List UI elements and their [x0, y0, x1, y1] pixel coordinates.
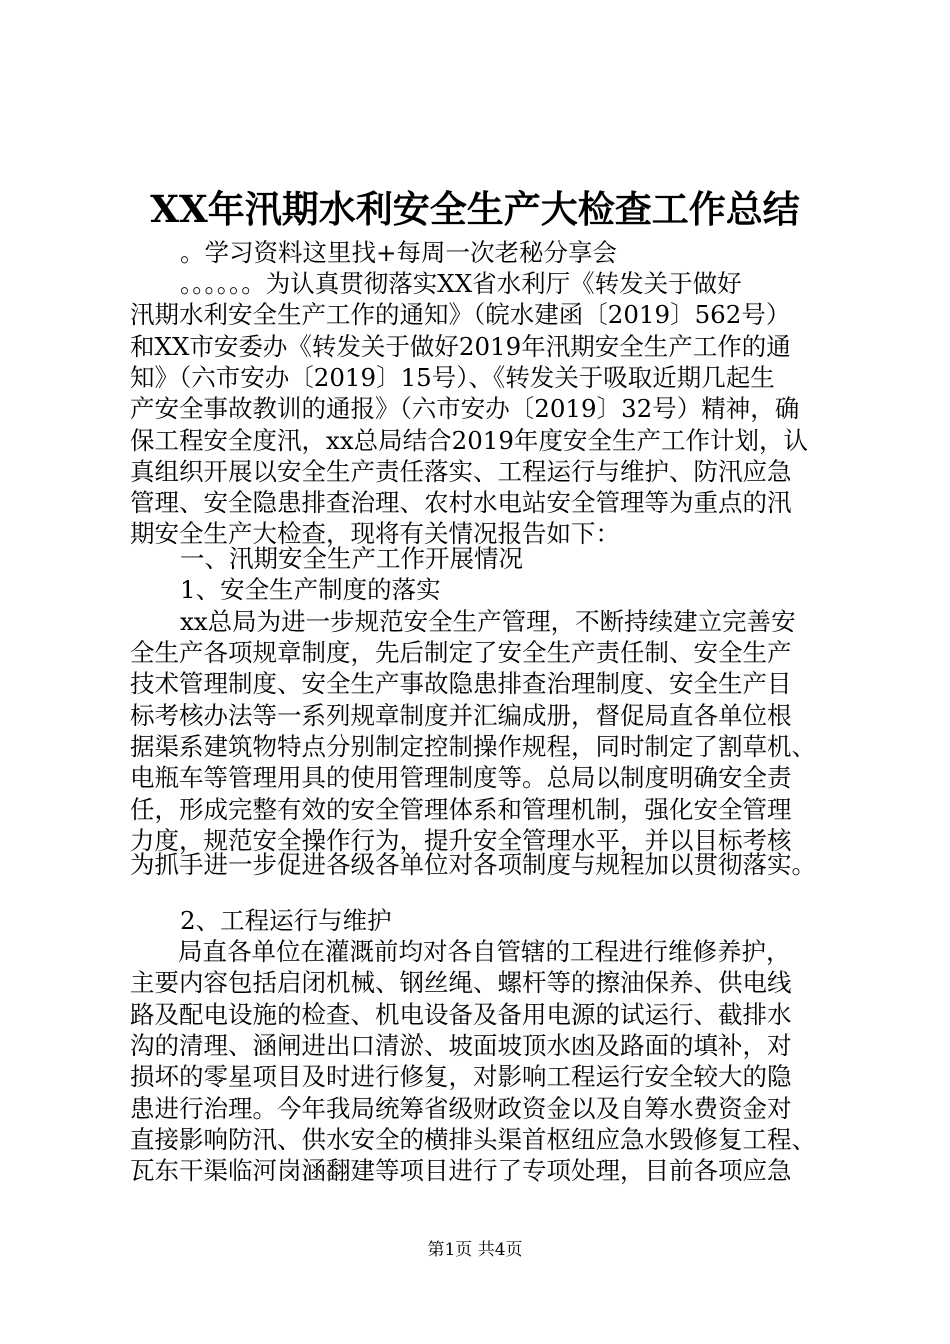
text-line: 损坏的零星项目及时进行修复，对影响工程运行安全较大的隐 [130, 1062, 792, 1091]
document-title: XX年汛期水利安全生产大检查工作总结 [150, 187, 800, 231]
text-line: 汛期水利安全生产工作的通知》（皖水建函〔2019〕562号） [130, 300, 791, 329]
text-line: 患进行治理。今年我局统筹省级财政资金以及自筹水费资金对 [130, 1094, 792, 1123]
text-line: 瓦东干渠临河岗涵翻建等项目进行了专项处理，目前各项应急 [130, 1156, 792, 1185]
text-line: 据渠系建筑物特点分别制定控制操作规程，同时制定了割草机、 [130, 732, 816, 761]
text-line: 。。。。。。为认真贯彻落实XX省水利厅《转发关于做好 [180, 269, 742, 298]
subsection-heading: 1、安全生产制度的落实 [180, 575, 441, 604]
text-line: 为抓手进一步促进各级各单位对各项制度与规程加以贯彻落实。 [130, 850, 816, 879]
text-line: 任，形成完整有效的安全管理体系和管理机制，强化安全管理 [130, 795, 792, 824]
text-line: 产安全事故教训的通报》（六市安办〔2019〕32号）精神，确 [130, 394, 800, 423]
subsection-heading: 2、工程运行与维护 [180, 906, 392, 935]
text-line: 知》（六市安办〔2019〕15号）、《转发关于吸取近期几起生 [130, 363, 775, 392]
text-line: 技术管理制度、安全生产事故隐患排查治理制度、安全生产目 [130, 669, 792, 698]
text-line: 保工程安全度汛，xx总局结合2019年度安全生产工作计划，认 [130, 426, 808, 455]
text-line: 真组织开展以安全生产责任落实、工程运行与维护、防汛应急 [130, 457, 792, 486]
section-heading: 一、汛期安全生产工作开展情况 [180, 544, 523, 573]
text-line: 沟的清理、涵闸进出口清淤、坡面坡顶水凼及路面的填补，对 [130, 1031, 792, 1060]
text-line: 直接影响防汛、供水安全的横排头渠首枢纽应急水毁修复工程、 [130, 1125, 816, 1154]
text-line: 主要内容包括启闭机械、钢丝绳、螺杆等的擦油保养、供电线 [130, 968, 792, 997]
text-line: 期安全生产大检查，现将有关情况报告如下： [130, 519, 620, 548]
text-line: 电瓶车等管理用具的使用管理制度等。总局以制度明确安全责 [130, 763, 792, 792]
text-line: 。学习资料这里找+每周一次老秘分享会 [180, 238, 618, 267]
text-line: 标考核办法等一系列规章制度并汇编成册，督促局直各单位根 [130, 701, 792, 730]
text-line: xx总局为进一步规范安全生产管理，不断持续建立完善安 [180, 607, 796, 636]
text-line: 力度，规范安全操作行为，提升安全管理水平，并以目标考核 [130, 826, 792, 855]
text-line: 局直各单位在灌溉前均对各自管辖的工程进行维修养护， [178, 937, 791, 966]
text-line: 和XX市安委办《转发关于做好2019年汛期安全生产工作的通 [130, 332, 791, 361]
page-footer: 第1页 共4页 [427, 1240, 523, 1260]
text-line: 全生产各项规章制度，先后制定了安全生产责任制、安全生产 [130, 638, 792, 667]
text-line: 管理、安全隐患排查治理、农村水电站安全管理等为重点的汛 [130, 488, 792, 517]
text-line: 路及配电设施的检查、机电设备及备用电源的试运行、截排水 [130, 1000, 792, 1029]
